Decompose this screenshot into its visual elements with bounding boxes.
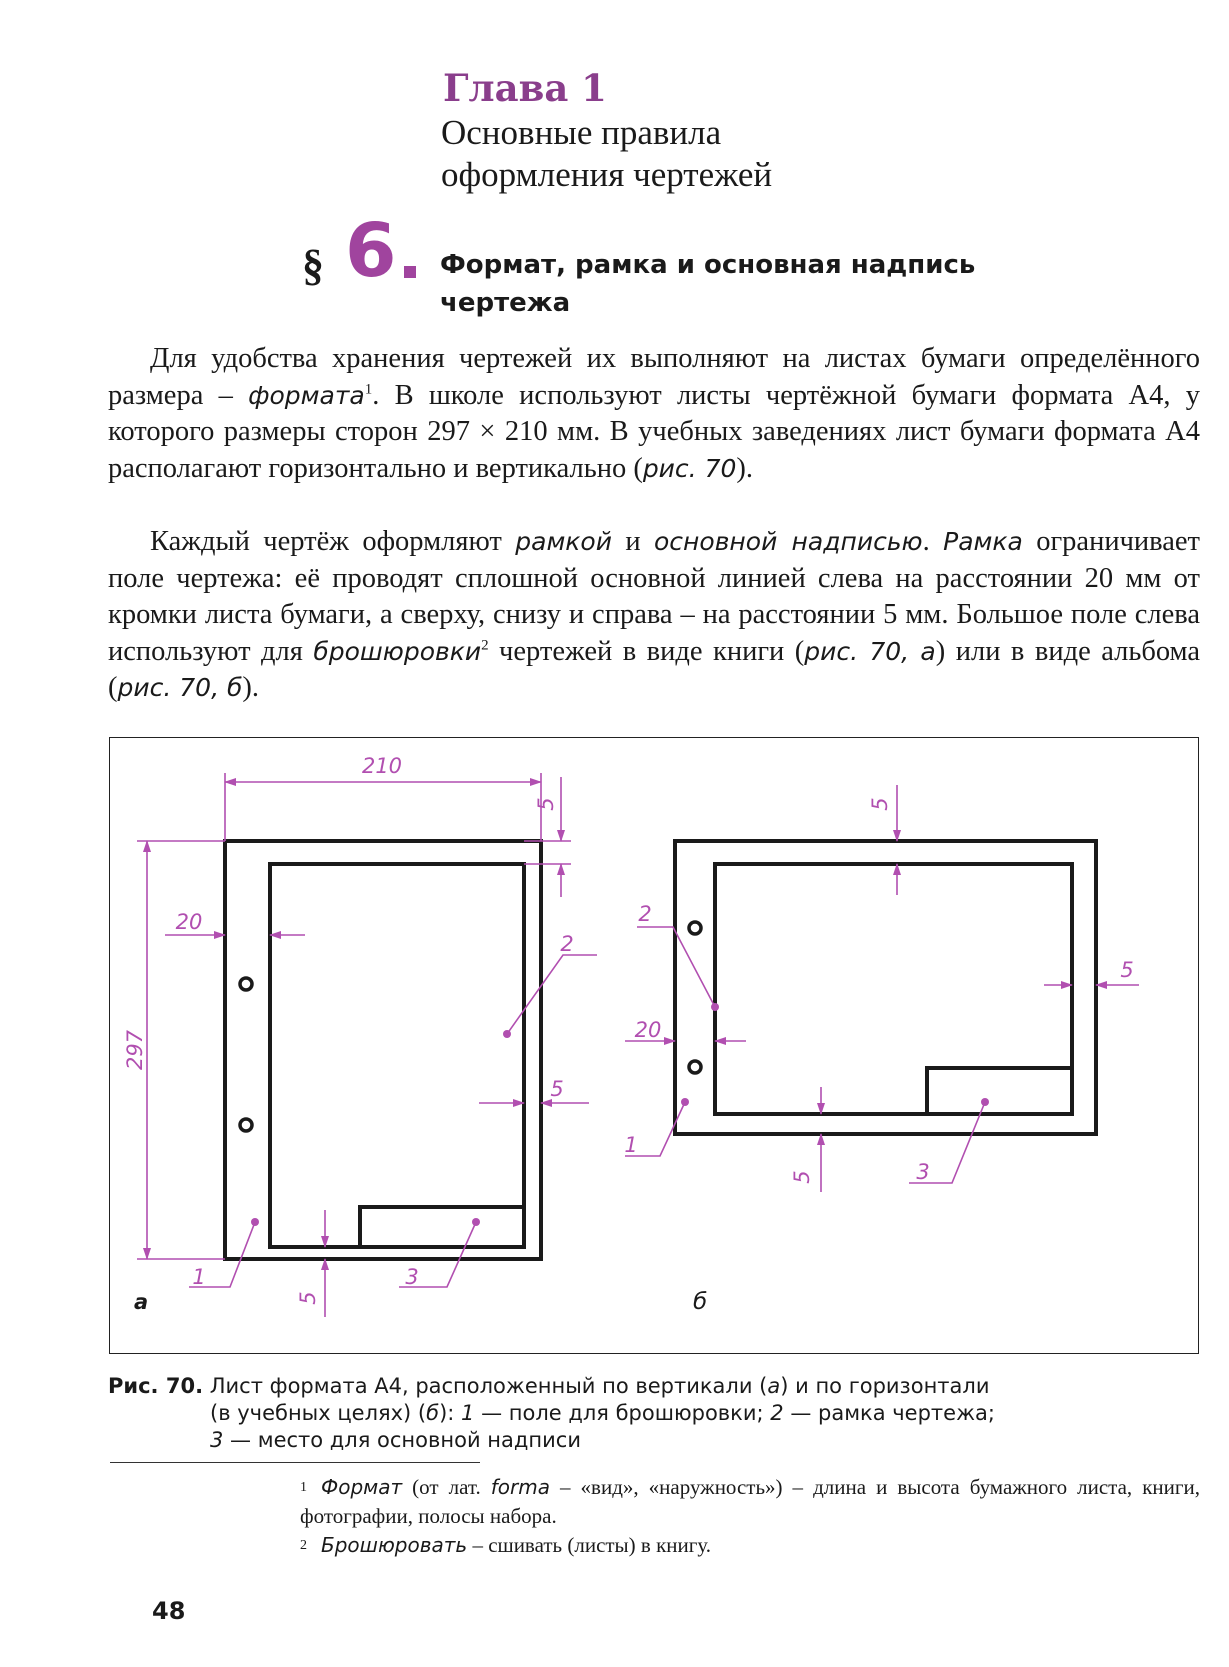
figure-caption [108, 1373, 1208, 1454]
text: . [922, 526, 944, 557]
subfigure-label-b: б [693, 1289, 708, 1315]
text: ограничивает поле чертежа: её проводят сплошной основной линией слева на расстоянии 20 мм от кромки листа бумаги, а сверху, снизу и справа – на расстоянии 5 мм. Большое поле слева используют для [108, 526, 1200, 667]
paragraph-1 [108, 341, 1200, 487]
text: 2 [770, 1401, 784, 1425]
title-block-b [927, 1068, 1072, 1114]
section-sign: § [302, 241, 324, 290]
dim-top-b: 5 [868, 797, 892, 811]
binding-hole-3 [689, 922, 701, 934]
text: Лист формата А4, расположенный по вертикали ( [203, 1374, 768, 1398]
callout-dot-3b [981, 1098, 989, 1106]
caption-label: Рис. 70. [108, 1374, 204, 1398]
text: а [767, 1374, 781, 1398]
callout-label-1b: 1 [624, 1133, 638, 1157]
dim-bottom-a: 5 [296, 1291, 320, 1305]
sheet-outline-b [675, 841, 1096, 1134]
sheet-outline-a [225, 841, 541, 1259]
footnote-latin: forma [490, 1475, 550, 1499]
page-number: 48 [152, 1597, 186, 1625]
dim-left-b: 20 [634, 1018, 662, 1042]
text: — рамка чертежа; [783, 1401, 995, 1425]
text: — поле для брошюровки; [474, 1401, 771, 1425]
text: – сшивать (листы) в книгу. [467, 1533, 712, 1557]
footnote-1 [300, 1473, 1200, 1531]
text: ). [736, 452, 754, 484]
text: и [611, 526, 655, 557]
figure-ref-a: рис. 70, а [804, 636, 936, 666]
section-number: 6 [345, 208, 397, 294]
callout-dot-2b [711, 1003, 719, 1011]
footnote-number: 1 [300, 1480, 307, 1495]
footnote-term: Формат [321, 1475, 403, 1499]
footnote-ref-1: 1 [364, 381, 373, 397]
footnote-number: 2 [300, 1538, 307, 1553]
chapter-title-line2: оформления чертежей [441, 155, 773, 194]
dim-top-a: 5 [534, 797, 558, 811]
drawing-frame-a [270, 864, 524, 1247]
callout-dot-1 [251, 1218, 259, 1226]
callout-label-3a: 3 [405, 1265, 419, 1289]
title-block-a [360, 1207, 524, 1247]
callout-label-3b: 3 [916, 1160, 930, 1184]
footnote-ref-2: 2 [481, 637, 489, 653]
text: ). [242, 672, 260, 703]
footnote-term: Брошюровать [321, 1533, 468, 1557]
caption-line-1 [108, 1373, 1208, 1400]
text: . В школе используют листы чертёжной бумаги формата А4, у которого размеры сторон 297 × 210 мм. В учебных заведениях лист бумаги формата А4 располагают горизонтально и вертикально ( [108, 379, 1200, 484]
drawing-frame-b [715, 864, 1072, 1114]
subfigure-label-a: а [134, 1290, 149, 1314]
text: (от лат. [402, 1475, 491, 1499]
text: ): [439, 1401, 462, 1425]
term-title-block: основной надписью [654, 527, 923, 556]
callout-label-2b: 2 [638, 902, 652, 926]
callout-dot-2 [503, 1030, 511, 1038]
chapter-title-line1: Основные правила [441, 113, 722, 152]
text: ) и по горизонтали [780, 1374, 990, 1398]
dim-right-a: 5 [550, 1077, 564, 1101]
section-marker [404, 266, 416, 278]
text: — место для основной надписи [223, 1428, 581, 1452]
chapter-label: Глава 1 [443, 66, 607, 110]
term-binding: брошюровки [313, 636, 482, 666]
text: 3 [210, 1428, 224, 1452]
callout-dot-1b [681, 1098, 689, 1106]
section-title-line2: чертежа [440, 288, 571, 318]
text: б [426, 1401, 440, 1425]
callout-leader-2 [507, 955, 597, 1034]
section-title-line1: Формат, рамка и основная надпись [440, 250, 976, 280]
footnote-divider [110, 1462, 480, 1463]
section-title [440, 246, 1130, 322]
binding-hole-2 [240, 1119, 252, 1131]
term-frame: рамкой [515, 527, 612, 556]
paragraph-2 [108, 524, 1200, 707]
callout-dot-3 [472, 1218, 480, 1226]
text: ) или в виде альбома ( [108, 635, 1201, 703]
figure-a [123, 754, 597, 1317]
binding-hole-4 [689, 1061, 701, 1073]
text: (в учебных целях) ( [210, 1401, 427, 1425]
callout-label-2a: 2 [560, 932, 574, 956]
text: Каждый чертёж оформляют [150, 526, 516, 557]
figure-70 [109, 737, 1199, 1354]
binding-hole-1 [240, 978, 252, 990]
text: чертежей в виде книги ( [488, 635, 805, 667]
footnote-2 [300, 1531, 1200, 1560]
dim-width-a: 210 [361, 754, 403, 778]
dim-height-a: 297 [123, 1029, 147, 1071]
figure-ref: рис. 70 [642, 453, 737, 483]
text: – «вид», «наружность») – длина и высота бумажного листа, книги, фотографии, полосы набора. [300, 1475, 1200, 1528]
caption-line-3 [108, 1427, 1208, 1454]
chapter-title [441, 112, 961, 196]
footnotes [300, 1473, 1200, 1560]
figure-ref-b: рис. 70, б [117, 673, 243, 702]
callout-label-1a: 1 [192, 1265, 206, 1289]
term-frame-2: Рамка [943, 527, 1023, 556]
text: 1 [461, 1401, 475, 1425]
dim-right-b: 5 [1120, 958, 1134, 982]
dim-left-a: 20 [175, 910, 203, 934]
caption-line-2 [108, 1400, 1208, 1427]
figure-b [624, 785, 1139, 1315]
dim-bottom-b: 5 [790, 1170, 814, 1184]
text: Для удобства хранения чертежей их выполняют на листах бумаги определённого размера – [108, 343, 1200, 411]
term-format: формата [248, 380, 365, 410]
